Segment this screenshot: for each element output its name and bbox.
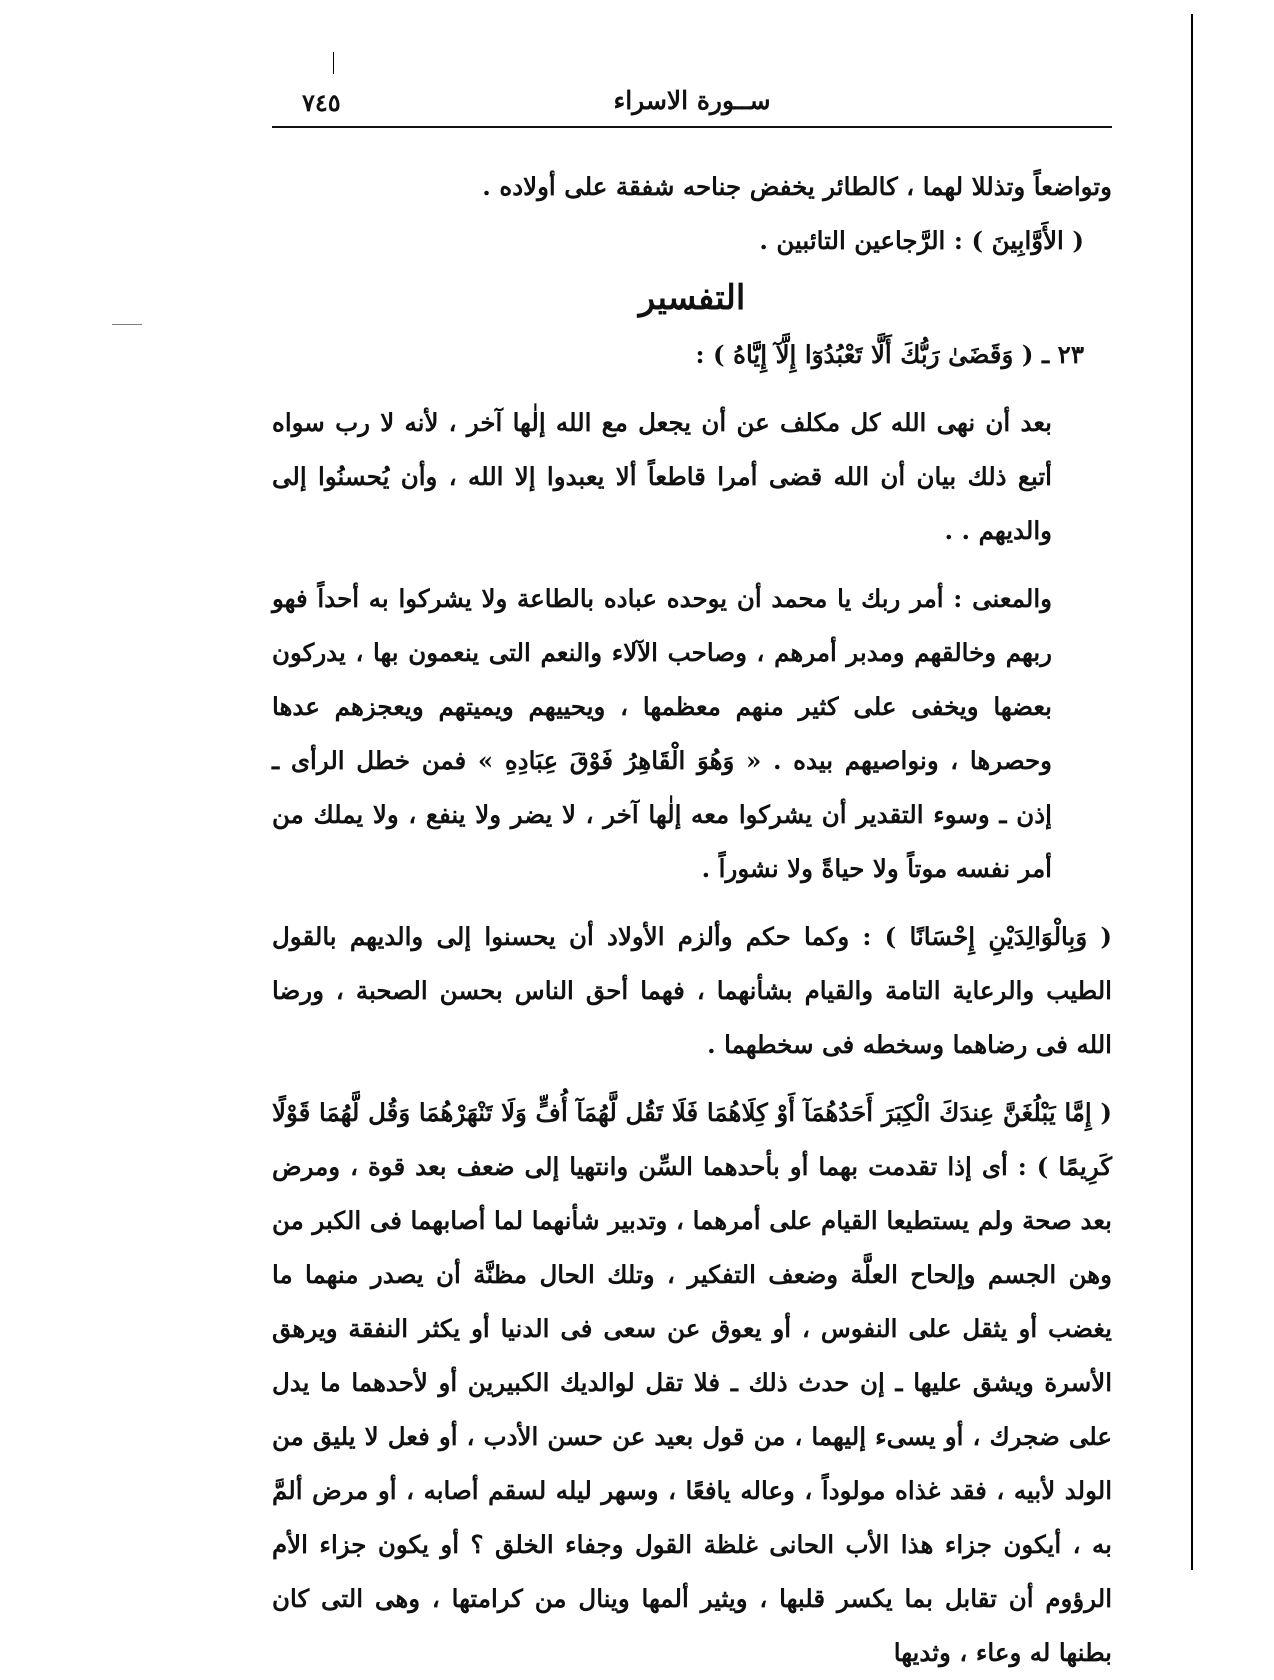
page-header: [272, 82, 1112, 128]
commentary-paragraph: والمعنى : أمر ربك يا محمد أن يوحده عباده بالطاعة ولا يشركوا به أحداً فهو ربهم وخالقهم ومدبر أمرهم ، وصاحب الآلاء والنعم التى ينعمون بها ، يدركون بعضها ويخفى على كثير منهم معظمها ، ويحييهم ويميتهم ويعجزهم عدها وحصرها ، ونواصيهم بيده . « وَهُوَ الْقَاهِرُ فَوْقَ عِبَادِهِ » فمن خطل الرأى ـ إذن ـ وسوء التقدير أن يشركوا معه إلٰها آخر ، لا يضر ولا ينفع ، ولا يملك من أمر نفسه موتاً ولا حياةً ولا نشوراً .: [272, 584, 1052, 883]
commentary-paragraph: ( وَبِالْوَالِدَيْنِ إِحْسَانًا ) : وكما حكم وألزم الأولاد أن يحسنوا إلى والديهم بالقول الطيب والرعاية التامة والقيام بشأنهما ، فهما أحق الناس بحسن الصحبة ، ورضا الله فى رضاهما وسخطه فى سخطهما .: [272, 922, 1112, 1059]
section-title: التفسير: [638, 278, 746, 318]
definition-line: ( الأَوَّابِينَ ) : الرَّجاعين التائبين .: [759, 226, 1084, 255]
page-number: ٧٤٥: [302, 88, 341, 117]
scan-edge-line: [1191, 14, 1193, 1570]
page-body: [272, 160, 1112, 1680]
book-page: [272, 0, 1112, 1667]
surah-title: ســورة الاسراء: [613, 86, 771, 115]
verse-heading: ٢٣ ـ ( وَقَضَىٰ رَبُّكَ أَلَّا تَعْبُدُوٓا إِلَّآ إِيَّاهُ ) :: [695, 340, 1084, 369]
definition-line: وتواضعاً وتذللا لهما ، كالطائر يخفض جناحه شفقة على أولاده .: [482, 172, 1112, 201]
commentary-paragraph: ( إِمَّا يَبْلُغَنَّ عِندَكَ الْكِبَرَ أَحَدُهُمَآ أَوْ كِلَاهُمَا فَلَا تَقُل لَّهُمَآ أُفٍّ وَلَا تَنْهَرْهُمَا وَقُل لَّهُمَا قَوْلًا كَرِيمًا ) : أى إذا تقدمت بهما أو بأحدهما السِّن وانتهيا إلى ضعف بعد قوة ، ومرض بعد صحة ولم يستطيعا القيام على أمرهما ، وتدبير شأنهما لما أصابهما فى الكبر من وهن الجسم وإلحاح العلَّة وضعف التفكير ، وتلك الحال مظنَّة أن يصدر منهما ما يغضب أو يثقل على النفوس ، أو يعوق عن سعى فى الدنيا أو يكثر النفقة ويرهق الأسرة ويشق عليها ـ إن حدث ذلك ـ فلا تقل لوالديك الكبيرين أو لأحدهما ما يدل على ضجرك ، أو يسىء إليهما ، من قول بعيد عن حسن الأدب ، أو فعل لا يليق من الولد لأبيه ، فقد غذاه مولوداً ، وعاله يافعًا ، وسهر ليله لسقم أصابه ، أو مرض ألمَّ به ، أيكون جزاء هذا الأب الحانى غلظة القول وجفاء الخلق ؟ أو يكون جزاء الأم الرؤوم أن تقابل بما يكسر قلبها ، ويثير ألمها وينال من كرامتها ، وهى التى كان بطنها له وعاء ، وثديها: [272, 1098, 1112, 1667]
commentary-paragraph: بعد أن نهى الله كل مكلف عن أن يجعل مع الله إلٰها آخر ، لأنه لا رب سواه أتبع ذلك بيان أن الله قضى أمرا قاطعاً ألا يعبدوا إلا الله ، وأن يُحسنُوا إلى والديهم . .: [272, 408, 1052, 545]
scan-side-mark: [112, 324, 142, 325]
